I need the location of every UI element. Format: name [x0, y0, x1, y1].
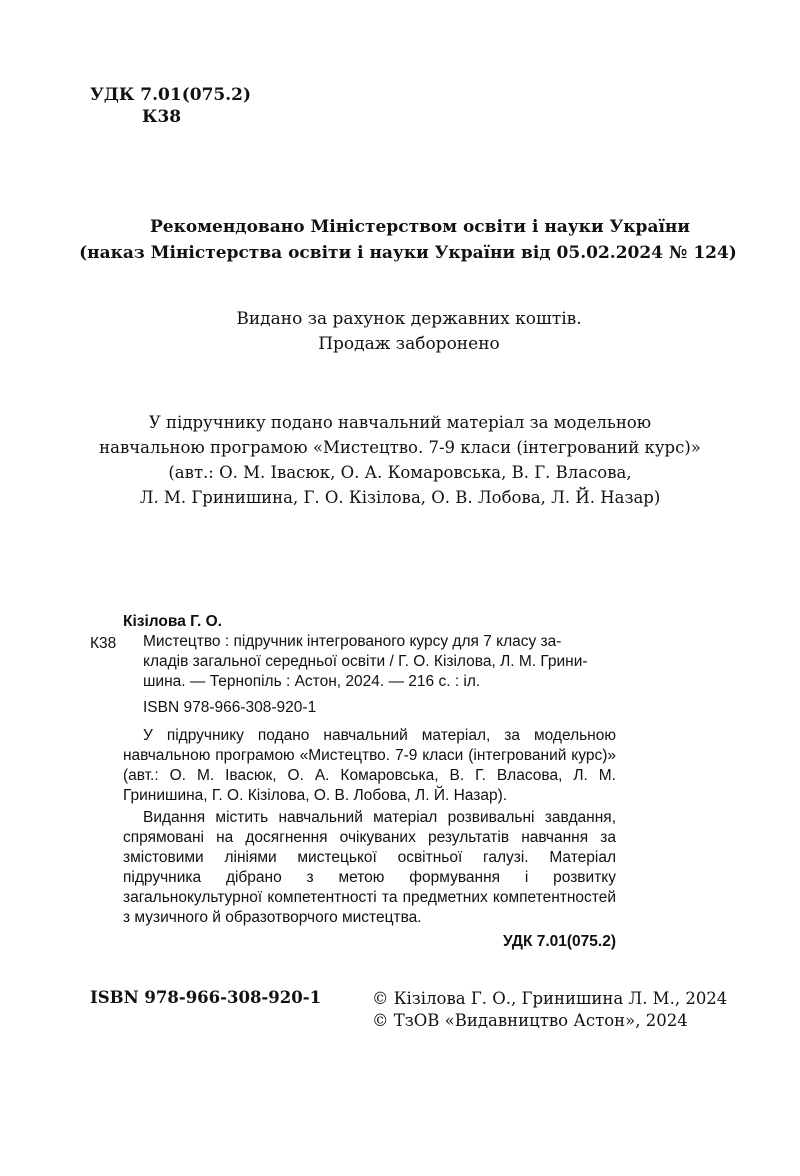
biblio-entry-line-2: кладів загальної середньої освіти / Г. О. Кізілова, Л. М. Грини- — [143, 653, 588, 670]
copyright-publisher: © ТзОВ «Видавництво Астон», 2024 — [372, 1011, 688, 1030]
udk-code: УДК 7.01(075.2) — [90, 85, 252, 105]
program-note-line-3: (авт.: О. М. Івасюк, О. А. Комаровська, В. Г. Власова, — [168, 463, 632, 482]
abstract-paragraph-2: Видання містить навчальний матеріал розвивальні завдання, спрямовані на досягнення очікуваних результатів навчання за змістовими лініями мистецької освітньої галузі. Матеріал підручника дібрано з метою формування і розвитку загальнокультурної компетентності та предметних компетентностей з музичного й образотворчого мистецтва. — [123, 809, 616, 926]
biblio-entry — [90, 632, 616, 692]
program-note-line-1: У підручнику подано навчальний матеріал за модельною — [148, 413, 652, 432]
biblio-abstract — [90, 726, 616, 928]
biblio-entry-line-1: Мистецтво : підручник інтегрованого курсу для 7 класу за- — [143, 633, 562, 650]
author-mark: К38 — [142, 107, 182, 127]
footer-isbn: ISBN 978-966-308-920-1 — [90, 988, 322, 1007]
biblio-entry-line-3: шина. — Тернопіль : Астон, 2024. — 216 с. : іл. — [143, 673, 481, 690]
udk-block — [90, 84, 251, 128]
program-note-line-4: Л. М. Гринишина, Г. О. Кізілова, О. В. Лобова, Л. Й. Назар) — [139, 488, 661, 507]
recommendation-line-1: Рекомендовано Міністерством освіти і науки України — [150, 217, 690, 237]
publication-note-line-1: Видано за рахунок державних коштів. — [236, 309, 582, 329]
bibliographic-card — [90, 612, 620, 952]
biblio-isbn: ISBN 978-966-308-920-1 — [143, 699, 317, 716]
copyright-block — [372, 988, 727, 1032]
biblio-author: Кізілова Г. О. — [123, 613, 222, 630]
recommendation — [0, 214, 800, 266]
biblio-udk: УДК 7.01(075.2) — [503, 933, 616, 950]
program-note-line-2: навчальною програмою «Мистецтво. 7-9 класи (інтегрований курс)» — [99, 438, 701, 457]
copyright-authors: © Кізілова Г. О., Гринишина Л. М., 2024 — [372, 989, 728, 1008]
publication-note — [0, 307, 800, 357]
biblio-code: К38 — [90, 635, 117, 652]
recommendation-line-2: (наказ Міністерства освіти і науки України від 05.02.2024 № 124) — [79, 243, 737, 263]
publication-note-line-2: Продаж заборонено — [318, 334, 500, 354]
abstract-paragraph-1: У підручнику подано навчальний матеріал, за модельною навчальною програмою «Мистецтво. 7-9 класи (інтегрований курс)» (авт.: О. М. Івасюк, О. А. Комаровська, В. Г. Власова, Л. М. Гринишина, Г. О. Кізілова, О. В. Лобова, Л. Й. Назар). — [123, 727, 616, 804]
program-note — [0, 410, 800, 510]
